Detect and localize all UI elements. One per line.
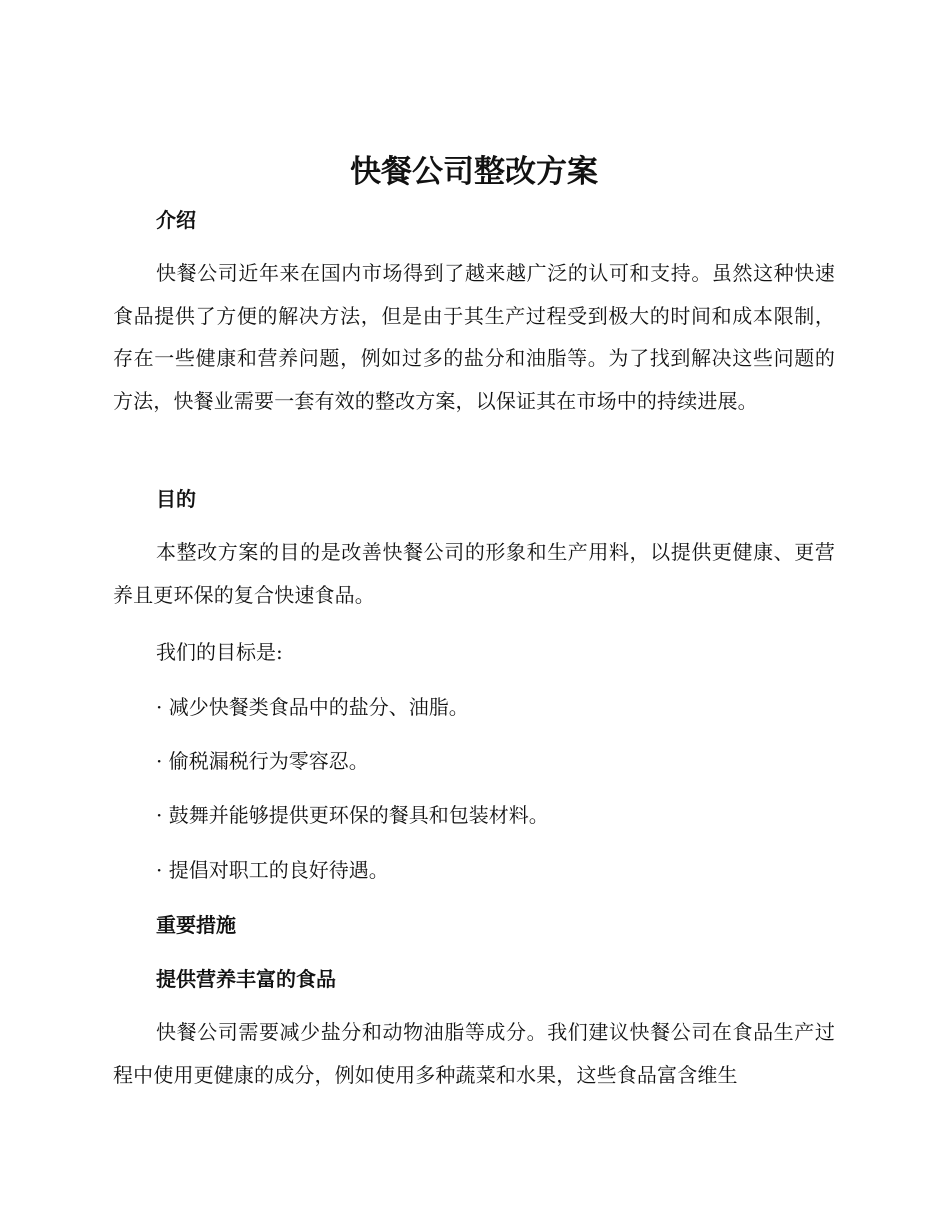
section-heading-measures: 重要措施	[156, 913, 236, 937]
goal-item: · 提倡对职工的良好待遇。	[156, 858, 389, 882]
document-title: 快餐公司整改方案	[350, 154, 598, 190]
section-heading-intro: 介绍	[156, 208, 196, 232]
nutrition-paragraph: 快餐公司需要减少盐分和动物油脂等成分。我们建议快餐公司在食品生产过程中使用更健康的成分，例如使用多种蔬菜和水果，这些食品富含维生	[113, 1020, 835, 1087]
section-heading-purpose: 目的	[156, 487, 196, 511]
goal-item: · 偷税漏税行为零容忍。	[156, 749, 369, 773]
goals-intro: 我们的目标是:	[156, 640, 283, 664]
subsection-heading-nutrition: 提供营养丰富的食品	[156, 967, 336, 991]
purpose-paragraph: 本整改方案的目的是改善快餐公司的形象和生产用料，以提供更健康、更营养且更环保的复合快速食品。	[113, 540, 835, 607]
goal-item: · 减少快餐类食品中的盐分、油脂。	[156, 695, 469, 719]
goal-item: · 鼓舞并能够提供更环保的餐具和包装材料。	[156, 803, 549, 827]
intro-paragraph: 快餐公司近年来在国内市场得到了越来越广泛的认可和支持。虽然这种快速食品提供了方便的解决方法，但是由于其生产过程受到极大的时间和成本限制，存在一些健康和营养问题，例如过多的盐分和油脂等。为了找到解决这些问题的方法，快餐业需要一套有效的整改方案，以保证其在市场中的持续进展。	[113, 261, 835, 413]
